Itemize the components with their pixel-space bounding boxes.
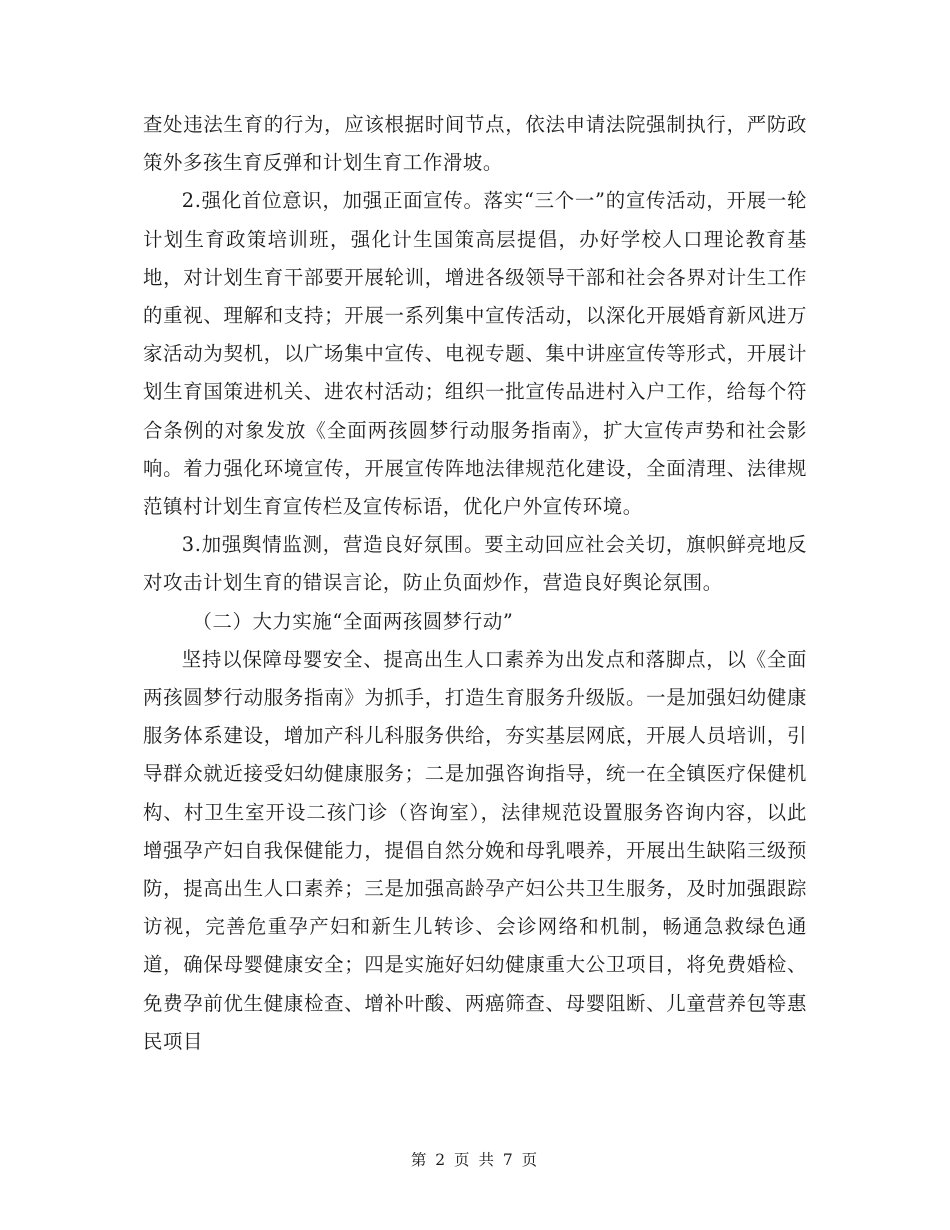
paragraph-item-3: 3.加强舆情监测，营造良好氛围。要主动回应社会关切，旗帜鲜亮地反对攻击计划生育的错误言论，防止负面炒作，营造良好舆论氛围。 (143, 533, 807, 595)
section-heading: （二）大力实施“全面两孩圆梦行动” (192, 609, 514, 633)
paragraph-section-body: 坚持以保障母婴安全、提高出生人口素养为出发点和落脚点，以《全面两孩圆梦行动服务指南》为抓手，打造生育服务升级版。一是加强妇幼健康服务体系建设，增加产科儿科服务供给，夯实基层网底，开展人员培训，引导群众就近接受妇幼健康服务；二是加强咨询指导，统一在全镇医疗保健机构、村卫生室开设二孩门诊（咨询室），法律规范设置服务咨询内容，以此增强孕产妇自我保健能力，提倡自然分娩和母乳喂养，开展出生缺陷三级预防，提高出生人口素养；三是加强高龄孕产妇公共卫生服务，及时加强跟踪访视，完善危重孕产妇和新生儿转诊、会诊网络和机制，畅通急救绿色通道，确保母婴健康安全；四是实施好妇幼健康重大公卫项目，将免费婚检、免费孕前优生健康检查、增补叶酸、两癌筛查、母婴阻断、儿童营养包等惠民项目 (143, 647, 807, 1053)
paragraph-continuation: 查处违法生育的行为，应该根据时间节点，依法申请法院强制执行，严防政策外多孩生育反弹和计划生育工作滑坡。 (143, 113, 807, 175)
document-body (143, 106, 807, 1061)
paragraph-item-2: 2.强化首位意识，加强正面宣传。落实“三个一”的宣传活动，开展一轮计划生育政策培训班，强化计生国策高层提倡，办好学校人口理论教育基地，对计划生育干部要开展轮训，增进各级领导干部和社会各界对计生工作的重视、理解和支持；开展一系列集中宣传活动，以深化开展婚育新风进万家活动为契机，以广场集中宣传、电视专题、集中讲座宣传等形式，开展计划生育国策进机关、进农村活动；组织一批宣传品进村入户工作，给每个符合条例的对象发放《全面两孩圆梦行动服务指南》，扩大宣传声势和社会影响。着力强化环境宣传，开展宣传阵地法律规范化建设，全面清理、法律规范镇村计划生育宣传栏及宣传标语，优化户外宣传环境。 (143, 189, 807, 519)
page-footer (0, 1148, 950, 1170)
page-number: 第 2 页 共 7 页 (410, 1151, 540, 1169)
